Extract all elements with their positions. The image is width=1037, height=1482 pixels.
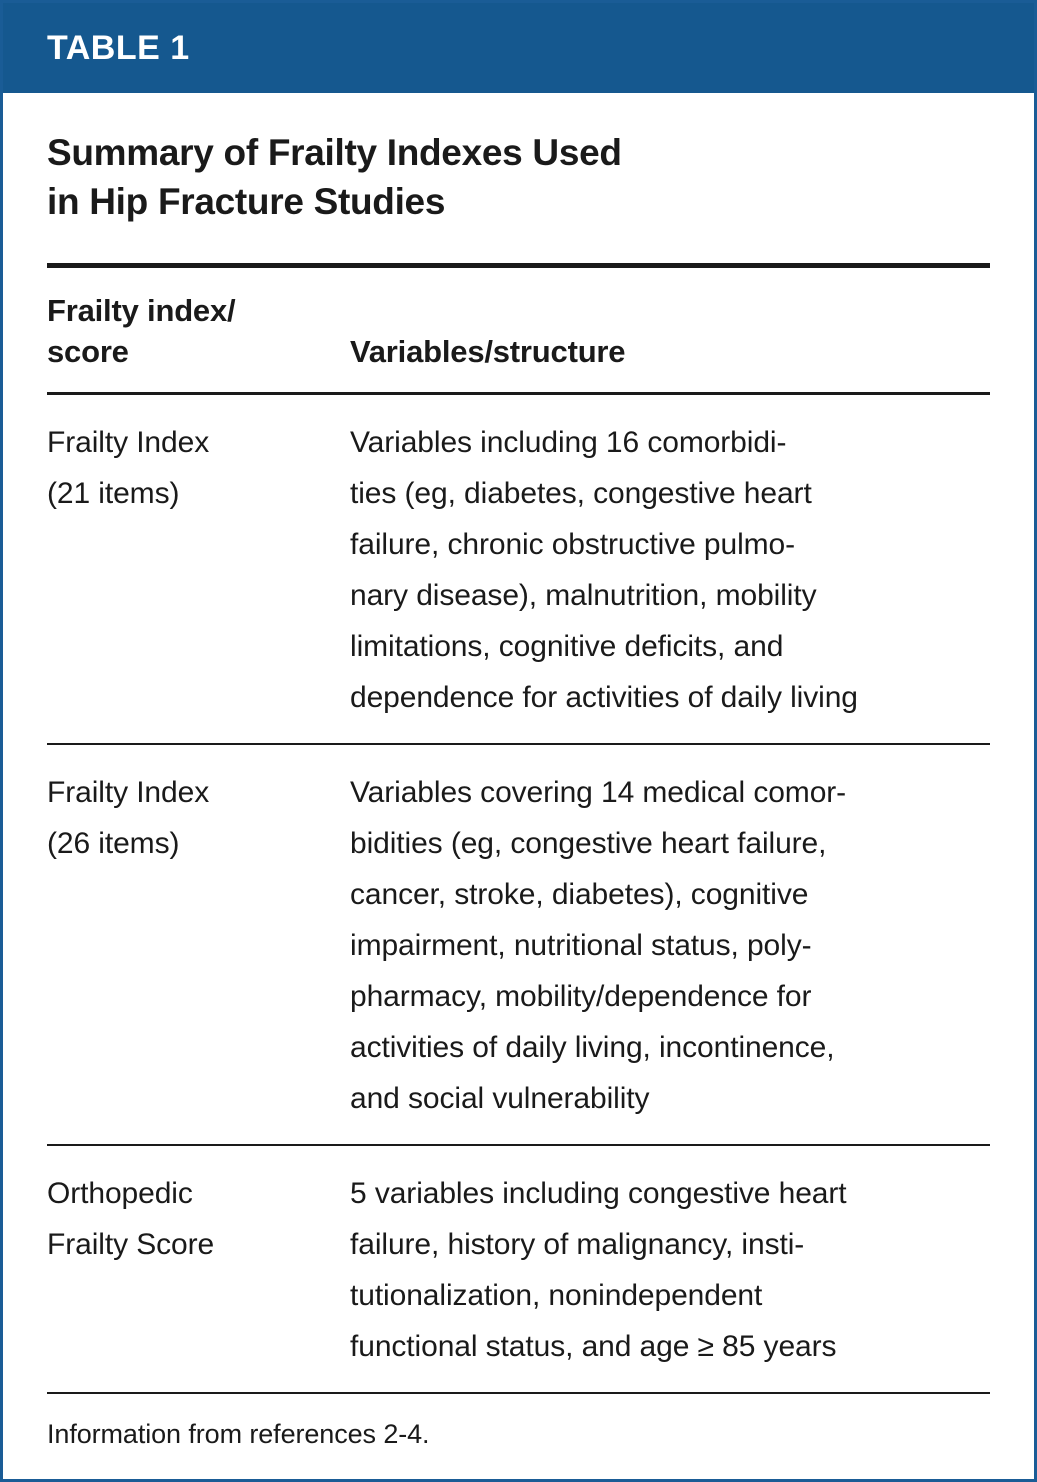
row-2-frailty-index-line-1: Orthopedic [47, 1177, 193, 1211]
table-title-line-1: Summary of Frailty Indexes Used [47, 132, 622, 173]
table-number-label: TABLE 1 [47, 28, 190, 67]
row-0-variables-line-2: ties (eg, diabetes, congestive heart [350, 477, 812, 511]
row-0-variables-line-1: Variables including 16 comorbidi- [350, 426, 787, 460]
row-0-variables-line-3: failure, chronic obstructive pulmo- [350, 528, 796, 562]
row-1-variables-line-2: bidities (eg, congestive heart failure, [350, 827, 827, 861]
row-2-variables-cell [350, 1146, 990, 1392]
row-1-variables-line-1: Variables covering 14 medical comor- [350, 776, 847, 810]
frailty-indexes-table [47, 268, 990, 1392]
row-1-frailty-index-line-2: (26 items) [47, 827, 180, 861]
table-row [47, 745, 990, 1144]
table-header-band [3, 3, 1034, 93]
row-1-variables-line-4: impairment, nutritional status, poly- [350, 929, 812, 963]
row-1-variables-line-3: cancer, stroke, diabetes), cognitive [350, 878, 809, 912]
row-1-variables-cell [350, 745, 990, 1144]
row-0-variables-cell [350, 395, 990, 743]
table-body [3, 93, 1034, 1454]
row-0-frailty-index-cell [47, 395, 350, 743]
row-2-frailty-index-cell [47, 1146, 350, 1392]
row-0-frailty-index-line-2: (21 items) [47, 477, 180, 511]
table-row [47, 1146, 990, 1392]
table-header-row [47, 268, 990, 392]
column-header-frailty-index-line-1: Frailty index/ [47, 292, 236, 328]
table-title [47, 93, 767, 227]
row-1-variables-line-6: activities of daily living, incontinence, [350, 1031, 835, 1065]
table-head [47, 268, 990, 395]
row-1-frailty-index-line-1: Frailty Index [47, 776, 210, 810]
row-0-variables-line-6: dependence for activities of daily living [350, 681, 858, 715]
table-title-line-2: in Hip Fracture Studies [47, 180, 446, 222]
footnote-text: Information from references 2-4. [47, 1419, 430, 1450]
row-0-variables-line-5: limitations, cognitive deficits, and [350, 630, 784, 664]
row-2-variables-line-1: 5 variables including congestive heart [350, 1177, 847, 1211]
row-2-variables-line-2: failure, history of malignancy, insti- [350, 1228, 805, 1262]
column-header-frailty-index [47, 268, 350, 392]
column-header-variables-structure [350, 268, 990, 392]
row-1-frailty-index-cell [47, 745, 350, 1144]
table-body-rows [47, 395, 990, 1392]
column-header-variables-structure-label: Variables/structure [350, 333, 626, 369]
row-2-variables-line-3: tutionalization, nonindependent [350, 1279, 763, 1313]
column-header-frailty-index-line-2: score [47, 333, 129, 369]
table-row [47, 395, 990, 743]
row-0-frailty-index-line-1: Frailty Index [47, 426, 210, 460]
row-2-variables-line-4: functional status, and age ≥ 85 years [350, 1330, 837, 1364]
row-2-frailty-index-line-2: Frailty Score [47, 1228, 215, 1262]
row-1-variables-line-7: and social vulnerability [350, 1082, 650, 1116]
row-0-variables-line-4: nary disease), malnutrition, mobility [350, 579, 817, 613]
row-1-variables-line-5: pharmacy, mobility/dependence for [350, 980, 812, 1014]
